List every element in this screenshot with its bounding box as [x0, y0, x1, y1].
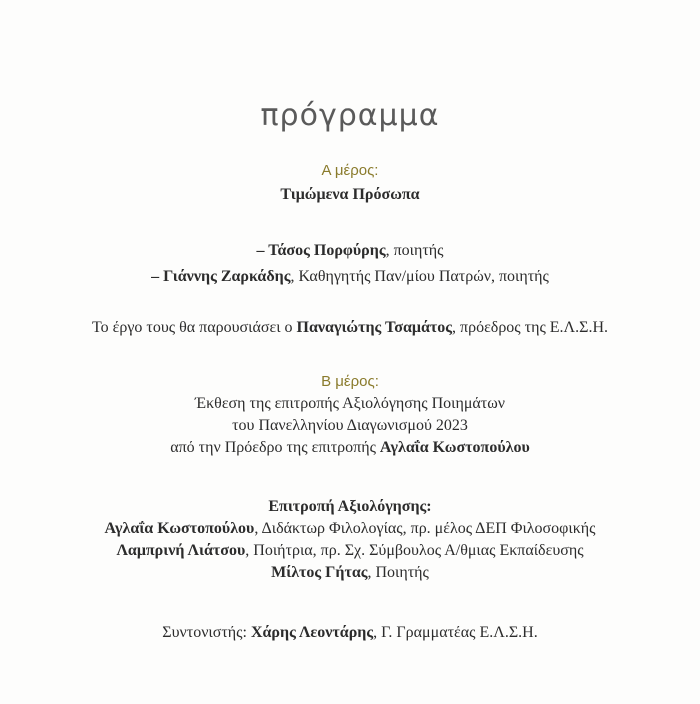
committee-member	[0, 562, 700, 584]
presenter-role: , πρόεδρος της Ε.Λ.Σ.Η.	[452, 319, 609, 336]
coordinator-label: Συντονιστής:	[162, 624, 251, 641]
committee-member	[0, 518, 700, 540]
part-b-line-1: Έκθεση της επιτροπής Αξιολόγησης Ποιημάτων	[195, 395, 505, 412]
honoree-name: Τάσος Πορφύρης	[268, 242, 386, 259]
part-b-line-2: του Πανελληνίου Διαγωνισμού 2023	[232, 417, 468, 434]
part-a-label: Α μέρος:	[321, 162, 379, 179]
committee-member-role: , Διδάκτωρ Φιλολογίας, πρ. μέλος ΔΕΠ Φιλοσοφικής	[254, 520, 596, 537]
presenter-line	[0, 317, 700, 339]
honoree-name: Γιάννης Ζαρκάδης	[163, 268, 291, 285]
coordinator-role: , Γ. Γραμματέας Ε.Λ.Σ.Η.	[373, 624, 538, 641]
honoree-description: , Καθηγητής Παν/μίου Πατρών, ποιητής	[290, 268, 549, 285]
committee-member-name: Μίλτος Γήτας	[271, 564, 368, 581]
honoree-description: , ποιητής	[385, 242, 444, 259]
coordinator-name: Χάρης Λεοντάρης	[250, 624, 374, 641]
committee-member-name: Λαμπρινή Λιάτσου	[116, 542, 246, 559]
part-a-section	[0, 160, 700, 206]
page-title: πρόγραμμα	[260, 98, 440, 133]
committee-member	[0, 540, 700, 562]
honoree-prefix: –	[151, 268, 164, 285]
part-b-chair-name: Αγλαΐα Κωστοπούλου	[379, 439, 530, 456]
honoree-line	[0, 266, 700, 288]
part-a-heading	[0, 184, 700, 206]
part-b-label: Β μέρος:	[321, 373, 379, 390]
committee-member-role: , Ποιητής	[367, 564, 429, 581]
honoree-line	[0, 240, 700, 262]
committee-heading-text: Επιτροπή Αξιολόγησης:	[268, 498, 432, 515]
committee-heading	[0, 496, 700, 518]
part-b-section	[0, 371, 700, 459]
committee-section	[0, 496, 700, 584]
presenter-name: Παναγιώτης Τσαμάτος	[296, 319, 452, 336]
committee-member-role: , Ποιήτρια, πρ. Σχ. Σύμβουλος Α/θμιας Εκπαίδευσης	[245, 542, 584, 559]
committee-member-name: Αγλαΐα Κωστοπούλου	[104, 520, 255, 537]
honoree-prefix: –	[256, 242, 269, 259]
honorees-list	[0, 240, 700, 288]
part-b-line-3	[0, 437, 700, 459]
part-b-line-3-text: από την Πρόεδρο της επιτροπής	[170, 439, 380, 456]
presenter-intro: Το έργο τους θα παρουσιάσει ο	[91, 319, 297, 336]
coordinator-line	[0, 622, 700, 644]
part-a-heading-text: Τιμώμενα Πρόσωπα	[280, 186, 420, 203]
